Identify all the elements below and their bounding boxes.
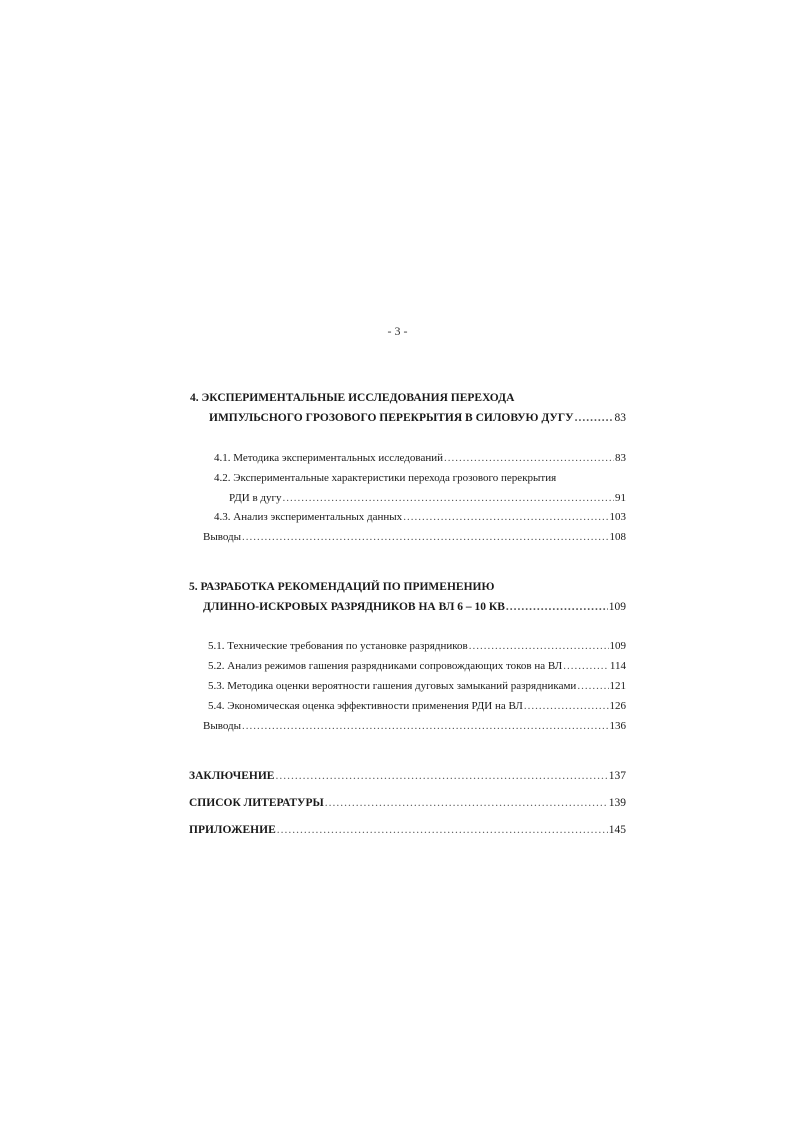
toc-entry-5-2[interactable]	[208, 659, 626, 673]
toc-entry-page: 121	[609, 680, 626, 692]
toc-entry-page: 91	[615, 492, 626, 504]
toc-entry-label: Выводы	[203, 531, 242, 543]
toc-entry-label: 5.3. Методика оценки вероятности гашения дуговых замыканий разрядниками	[208, 680, 577, 692]
toc-entry-page: 83	[615, 452, 626, 464]
toc-entry-4-2[interactable]	[214, 471, 626, 485]
toc-entry-4-2-cont[interactable]	[229, 491, 626, 505]
toc-entry-5-4[interactable]	[208, 699, 626, 713]
toc-entry-page: 136	[609, 720, 626, 732]
toc-entry-label: 4.3. Анализ экспериментальных данных	[214, 511, 403, 523]
leader-dots	[403, 510, 608, 524]
toc-entry-4-3[interactable]	[214, 510, 626, 524]
leader-dots	[242, 719, 608, 733]
leader-dots	[506, 600, 608, 614]
page-number: - 3 -	[387, 324, 408, 338]
toc-entry-label: ЗАКЛЮЧЕНИЕ	[189, 770, 275, 782]
toc-entry-label: 4.1. Методика экспериментальных исследований	[214, 452, 443, 464]
toc-entry-page: 126	[609, 700, 626, 712]
chapter-4-page: 83	[614, 412, 626, 424]
toc-entry-page: 137	[608, 770, 626, 782]
leader-dots	[575, 411, 614, 425]
toc-entry-conclusion[interactable]	[189, 769, 626, 783]
chapter-5-title-line-1: 5. РАЗРАБОТКА РЕКОМЕНДАЦИЙ ПО ПРИМЕНЕНИЮ	[189, 581, 495, 593]
toc-entry-4-1[interactable]	[214, 451, 626, 465]
toc-entry-label: СПИСОК ЛИТЕРАТУРЫ	[189, 797, 324, 809]
toc-entry-page: 109	[609, 640, 626, 652]
leader-dots	[444, 451, 614, 465]
toc-entry-4-conclusions[interactable]	[203, 530, 626, 544]
chapter-5-title-entry[interactable]	[203, 600, 626, 614]
toc-entry-page: 145	[608, 824, 626, 836]
toc-entry-references[interactable]	[189, 796, 626, 810]
leader-dots	[275, 769, 607, 783]
leader-dots	[469, 639, 609, 653]
toc-entry-label: РДИ в дугу	[229, 492, 282, 504]
leader-dots	[563, 659, 609, 673]
toc-entry-page: 139	[608, 797, 626, 809]
toc-entry-page: 114	[609, 660, 626, 672]
chapter-4-title-line-1: 4. ЭКСПЕРИМЕНТАЛЬНЫЕ ИССЛЕДОВАНИЯ ПЕРЕХОДА	[190, 392, 515, 404]
chapter-4-title-line-2: ИМПУЛЬСНОГО ГРОЗОВОГО ПЕРЕКРЫТИЯ В СИЛОВУЮ ДУГУ	[209, 412, 574, 424]
leader-dots	[242, 530, 608, 544]
toc-entry-5-1[interactable]	[208, 639, 626, 653]
toc-entry-5-conclusions[interactable]	[203, 719, 626, 733]
toc-entry-label: Выводы	[203, 720, 242, 732]
leader-dots	[577, 679, 608, 693]
toc-entry-5-3[interactable]	[208, 679, 626, 693]
toc-entry-label: ПРИЛОЖЕНИЕ	[189, 824, 276, 836]
leader-dots	[524, 699, 609, 713]
leader-dots	[325, 796, 608, 810]
chapter-5-page: 109	[608, 601, 626, 613]
toc-entry-label: 5.1. Технические требования по установке разрядников	[208, 640, 468, 652]
chapter-5-title-line-2: ДЛИННО-ИСКРОВЫХ РАЗРЯДНИКОВ НА ВЛ 6 – 10 КВ	[203, 601, 505, 613]
leader-dots	[283, 491, 614, 505]
toc-entry-label: 4.2. Экспериментальные характеристики перехода грозового перекрытия	[214, 472, 557, 484]
chapter-4-title-entry[interactable]	[209, 411, 626, 425]
toc-entry-page: 108	[609, 531, 626, 543]
toc-entry-appendix[interactable]	[189, 823, 626, 837]
toc-entry-label: 5.4. Экономическая оценка эффективности применения РДИ на ВЛ	[208, 700, 523, 712]
leader-dots	[277, 823, 608, 837]
toc-entry-page: 103	[609, 511, 626, 523]
toc-entry-label: 5.2. Анализ режимов гашения разрядниками сопровождающих токов на ВЛ	[208, 660, 563, 672]
